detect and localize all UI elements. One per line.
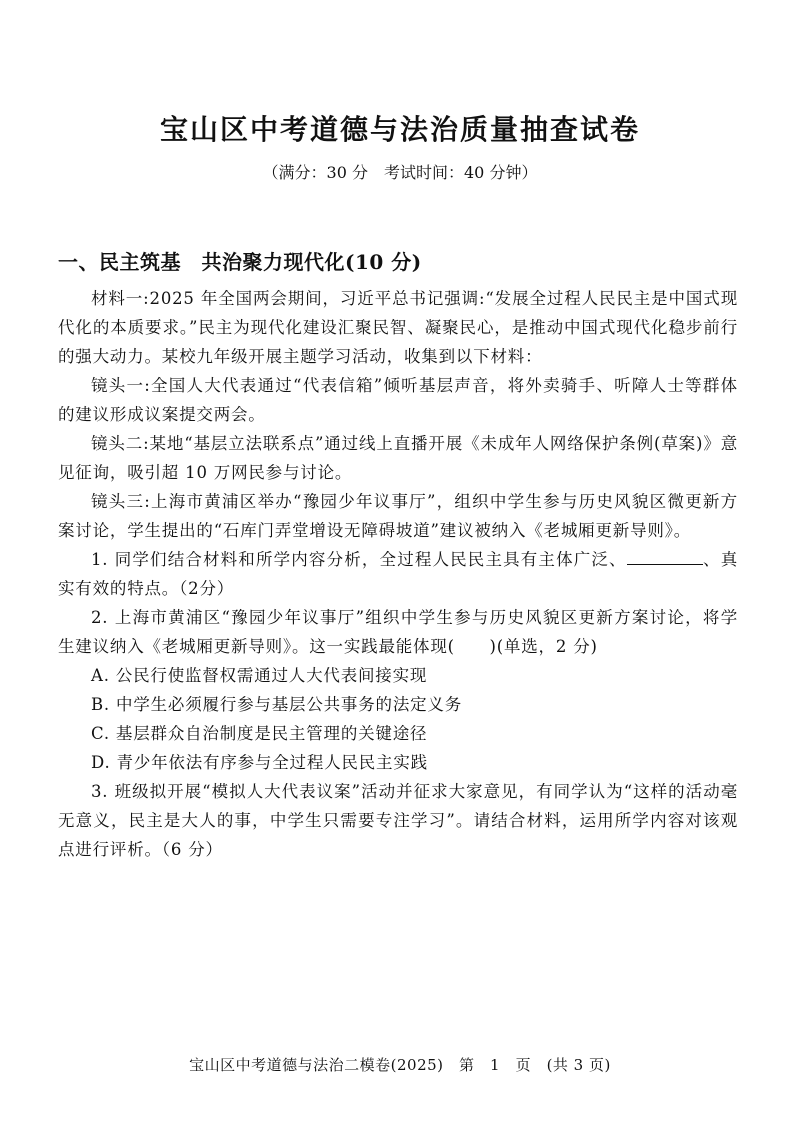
question-1 [58,545,738,603]
question-2: 2. 上海市黄浦区“豫园少年议事厅”组织中学生参与历史风貌区更新方案讨论，将学生建议纳入《老城厢更新导则》。这一实践最能体现( )(单选，2 分) [58,608,738,656]
material-shot-3: 镜头三:上海市黄浦区举办“豫园少年议事厅”，组织中学生参与历史风貌区微更新方案讨论，学生提出的“石库门弄堂增设无障碍坡道”建议被纳入《老城厢更新导则》。 [58,492,738,540]
question-1-tail: 、真实有效的特点。（2分） [58,550,738,598]
section-heading: 一、民主筑基 共治聚力现代化(10 分) [58,250,422,274]
option-a: A. 公民行使监督权需通过人大代表间接实现 [91,666,428,685]
page-footer: 宝山区中考道德与法治二模卷(2025) 第 1 页 (共 3 页) [189,1056,611,1074]
option-d: D. 青少年依法有序参与全过程人民民主实践 [91,753,428,772]
option-c: C. 基层群众自治制度是民主管理的关键途径 [91,724,428,743]
option-b: B. 中学生必须履行参与基层公共事务的法定义务 [91,695,463,714]
material-shot-1: 镜头一:全国人大代表通过“代表信箱”倾听基层声音，将外卖骑手、听障人士等群体的建议形成议案提交两会。 [58,376,738,424]
answer-blank[interactable] [627,548,703,565]
exam-info: （满分：30 分 考试时间：40 分钟） [262,163,538,182]
material-shot-2: 镜头二:某地“基层立法联系点”通过线上直播开展《未成年人网络保护条例(草案)》意见征询，吸引超 10 万网民参与讨论。 [58,434,738,482]
section-body [58,284,738,864]
material-intro: 材料一:2025 年全国两会期间，习近平总书记强调:“发展全过程人民民主是中国式现代化的本质要求。”民主为现代化建设汇聚民智、凝聚民心，是推动中国式现代化稳步前行的强大动力。某校九年级开展主题学习活动，收集到以下材料： [58,289,738,366]
question-1-text: 1. 同学们结合材料和所学内容分析，全过程人民民主具有主体广泛、 [91,550,627,569]
question-3: 3. 班级拟开展“模拟人大代表议案”活动并征求大家意见，有同学认为“这样的活动毫无意义，民主是大人的事，中学生只需要专注学习”。请结合材料，运用所学内容对该观点进行评析。（6 分） [58,782,738,859]
page-title: 宝山区中考道德与法治质量抽查试卷 [159,113,640,146]
